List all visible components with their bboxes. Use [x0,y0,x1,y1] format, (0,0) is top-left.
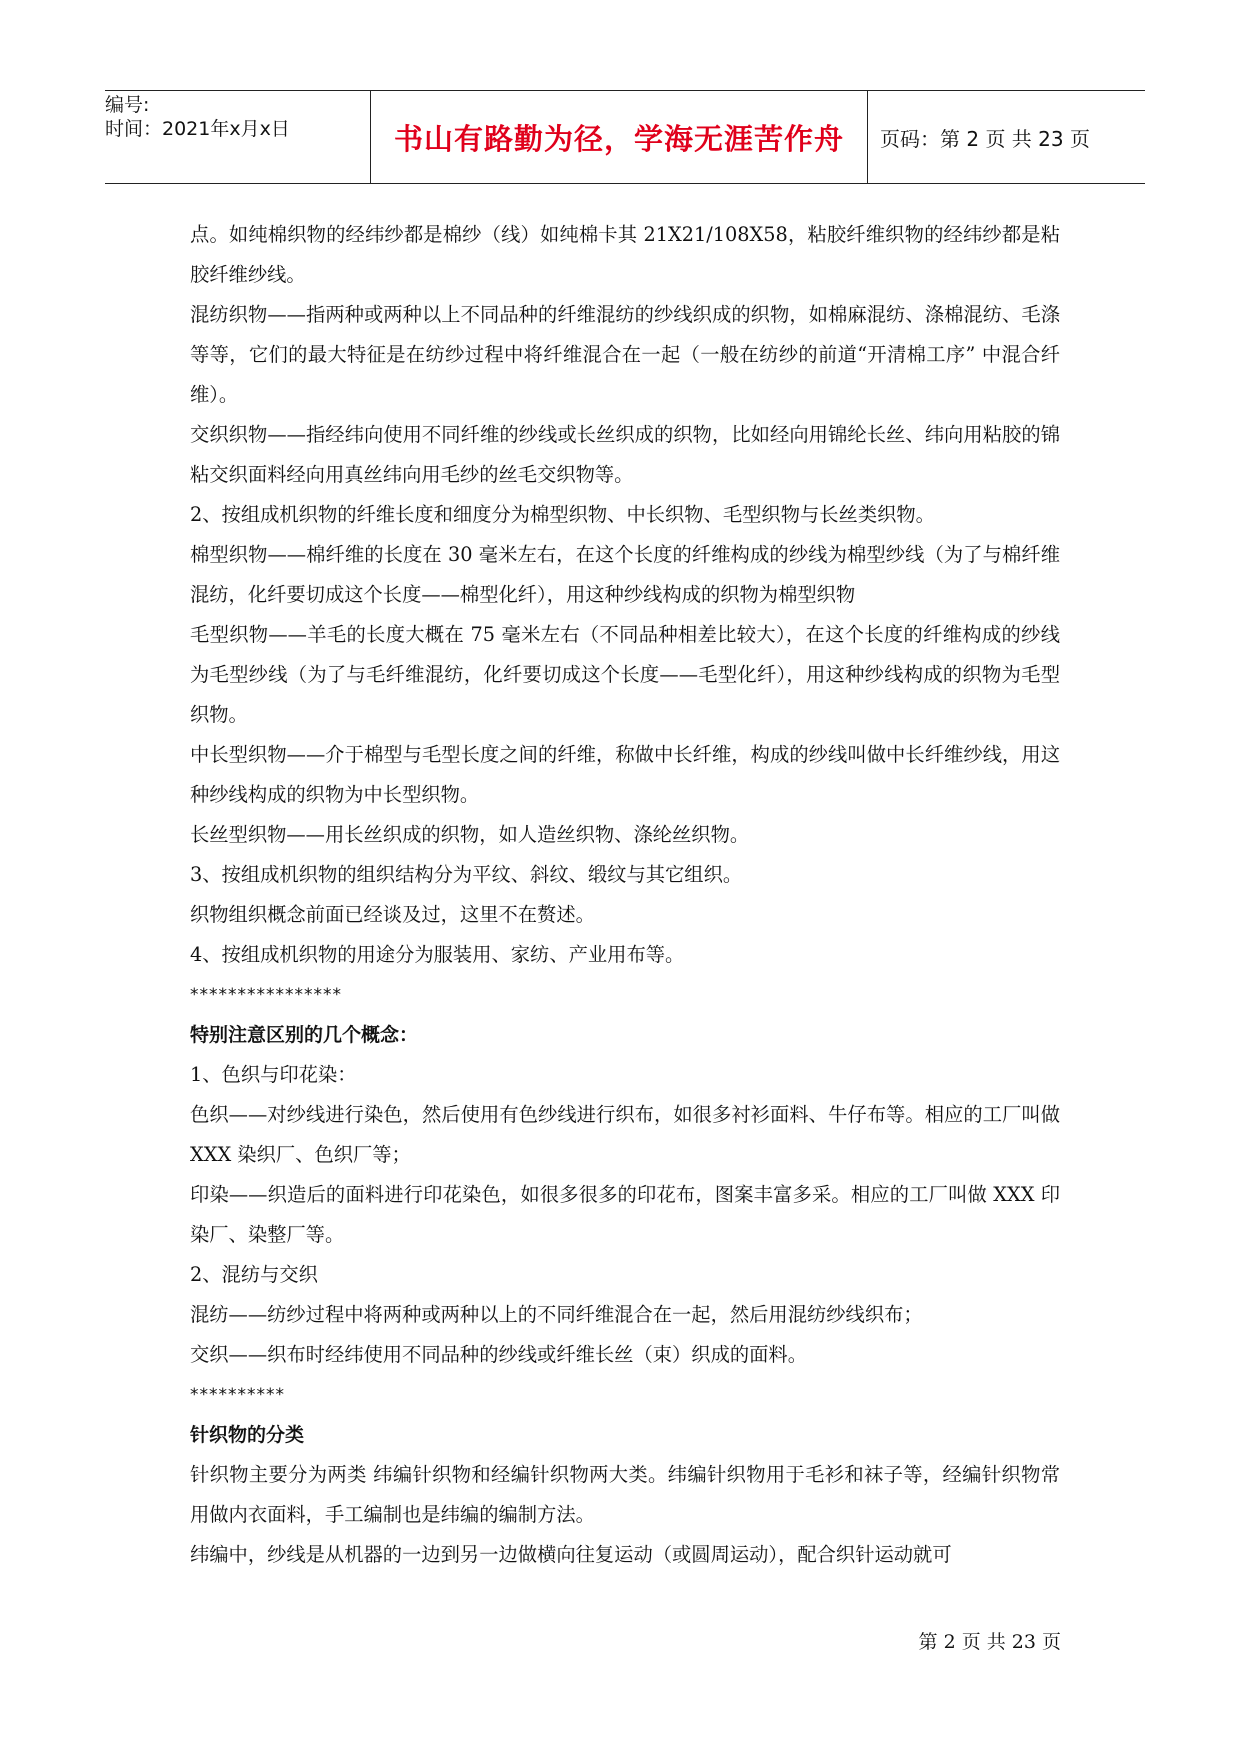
body-paragraph: 针织物主要分为两类 纬编针织物和经编针织物两大类。纬编针织物用于毛衫和袜子等，经编针织物常用做内衣面料，手工编制也是纬编的编制方法。 [190,1463,1060,1526]
page-header [105,90,1145,184]
body-paragraph: 点。如纯棉织物的经纬纱都是棉纱（线）如纯棉卡其 21X21/108X58，粘胶纤维织物的经纬纱都是粘胶纤维纱线。 [190,223,1060,286]
body-paragraph: 交织织物——指经纬向使用不同纤维的纱线或长丝织成的织物，比如经向用锦纶长丝、纬向用粘胶的锦粘交织面料经向用真丝纬向用毛纱的丝毛交织物等。 [190,423,1060,486]
page-footer: 第 2 页 共 23 页 [918,1631,1061,1653]
body-paragraph: 2、混纺与交织 [190,1263,318,1286]
header-motto-cell [370,91,868,183]
body-paragraph: 3、按组成机织物的组织结构分为平纹、斜纹、缎纹与其它组织。 [190,863,743,886]
body-paragraph: 棉型织物——棉纤维的长度在 30 毫米左右，在这个长度的纤维构成的纱线为棉型纱线（为了与棉纤维混纺，化纤要切成这个长度——棉型化纤），用这种纱线构成的织物为棉型织物 [190,543,1060,606]
body-paragraph: 长丝型织物——用长丝织成的织物，如人造丝织物、涤纶丝织物。 [190,823,750,846]
body-paragraph: 2、按组成机织物的纤维长度和细度分为棉型织物、中长织物、毛型织物与长丝类织物。 [190,503,935,526]
separator-line: **************** [190,985,342,1005]
body-paragraph: 纬编中，纱线是从机器的一边到另一边做横向往复运动（或圆周运动），配合织针运动就可 [190,1543,952,1566]
body-paragraph: 4、按组成机织物的用途分为服装用、家纺、产业用布等。 [190,943,685,966]
body-paragraph: 织物组织概念前面已经谈及过，这里不在赘述。 [190,903,595,926]
body-paragraph: 交织——织布时经纬使用不同品种的纱线或纤维长丝（束）织成的面料。 [190,1343,807,1366]
header-page-number: 页码：第 2 页 共 23 页 [880,126,1090,151]
body-paragraph: 1、色织与印花染： [190,1063,357,1086]
body-paragraph: 中长型织物——介于棉型与毛型长度之间的纤维，称做中长纤维，构成的纱线叫做中长纤维纱线，用这种纱线构成的织物为中长型织物。 [190,743,1060,806]
section-heading: 针织物的分类 [190,1424,305,1446]
document-time-label: 时间：2021年x月x日 [105,118,290,140]
header-page-cell [866,91,1145,183]
body-paragraph: 印染——织造后的面料进行印花染色，如很多很多的印花布，图案丰富多采。相应的工厂叫做 XXX 印染厂、染整厂等。 [190,1183,1060,1246]
body-paragraph: 毛型织物——羊毛的长度大概在 75 毫米左右（不同品种相差比较大），在这个长度的纤维构成的纱线为毛型纱线（为了与毛纤维混纺，化纤要切成这个长度——毛型化纤），用这种纱线构成的织物为毛型织物。 [190,623,1060,726]
document-number-label: 编号: [105,94,150,116]
document-body [190,215,1060,1575]
header-motto: 书山有路勤为径，学海无涯苦作舟 [393,121,844,156]
section-heading: 特别注意区别的几个概念： [190,1024,419,1046]
body-paragraph: 色织——对纱线进行染色，然后使用有色纱线进行织布，如很多衬衫面料、牛仔布等。相应的工厂叫做 XXX 染织厂、色织厂等； [190,1103,1060,1166]
separator-line: ********** [190,1385,285,1405]
body-paragraph: 混纺织物——指两种或两种以上不同品种的纤维混纺的纱线织成的织物，如棉麻混纺、涤棉混纺、毛涤等等，它们的最大特征是在纺纱过程中将纤维混合在一起（一般在纺纱的前道“开清棉工序” 中混合纤维）。 [190,303,1060,406]
header-meta [105,91,370,185]
body-paragraph: 混纺——纺纱过程中将两种或两种以上的不同纤维混合在一起，然后用混纺纱线织布； [190,1303,923,1326]
